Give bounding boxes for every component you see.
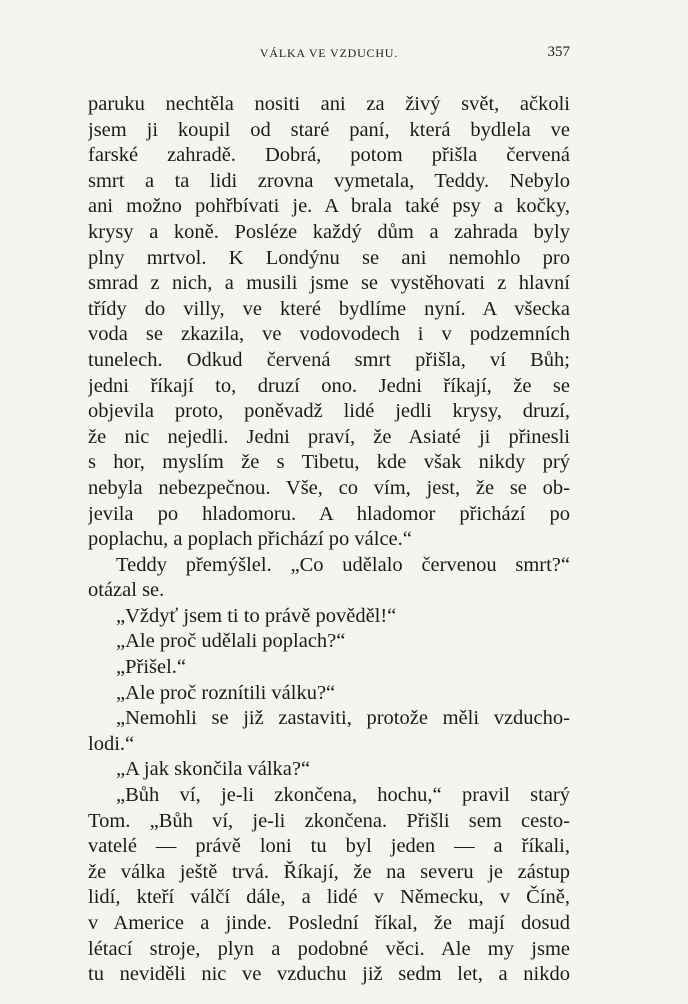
- text-line: „Ale proč udělali poplach?“: [116, 630, 346, 653]
- text-line: nebyla nebezpečnou. Vše, co vím, jest, že se ob-: [88, 476, 570, 499]
- text-line: létací stroje, plyn a podobné věci. Ale my jsme: [88, 937, 570, 960]
- text-line: otázal se.: [88, 579, 165, 602]
- text-line: smrad z nich, a musili jsme se vystěhovati z hlavní: [88, 272, 570, 295]
- text-line: plny mrtvol. K Londýnu se ani nemohlo pro: [88, 246, 570, 269]
- text-line: v Americe a jinde. Poslední říkal, že mají dosud: [88, 912, 570, 934]
- text-line: smrt a ta lidi zrovna vymetala, Teddy. Nebylo: [88, 169, 570, 192]
- text-line: jedni říkají to, druzí ono. Jedni říkají, že se: [88, 374, 570, 397]
- text-line: třídy do villy, ve které bydlíme nyní. A všecka: [88, 297, 570, 320]
- text-line: lidí, kteří válčí dále, a lidé v Německu, v Číně,: [88, 886, 570, 909]
- running-head: [88, 44, 570, 64]
- text-line: že nic nejedli. Jedni praví, že Asiaté ji přinesli: [88, 425, 570, 448]
- text-line: „Bůh ví, je-li zkončena, hochu,“ pravil starý: [116, 784, 570, 807]
- text-line: paruku nechtěla nositi ani za živý svět, ačkoli: [88, 93, 570, 115]
- running-head-title: VÁLKA VE VZDUCHU.: [259, 46, 399, 60]
- text-line: poplachu, a poplach přichází po válce.“: [88, 528, 412, 551]
- text-line: objevila proto, poněvadž lidé jedli krysy, druzí,: [88, 400, 570, 423]
- text-line: jsem ji koupil od staré paní, která bydlela ve: [88, 118, 570, 141]
- page-number: 357: [547, 44, 570, 60]
- text-line: krysy a koně. Posléze každý dům a zahrada byly: [88, 220, 570, 243]
- text-line: „Nemohli se již zastaviti, protože měli vzducho-: [116, 707, 570, 730]
- text-line: jevila po hladomoru. A hladomor přichází po: [88, 502, 570, 525]
- text-line: „Vždyť jsem ti to právě pověděl!“: [116, 604, 397, 627]
- text-line: lodi.“: [88, 732, 135, 755]
- text-line: farské zahradě. Dobrá, potom přišla červená: [88, 144, 570, 167]
- text-line: Tom. „Bůh ví, je-li zkončena. Přišli sem cesto-: [88, 809, 570, 832]
- text-line: vatelé — právě loni tu byl jeden — a říkali,: [88, 835, 570, 858]
- text-line: „Ale proč roznítili válku?“: [116, 681, 336, 704]
- text-line: tunelech. Odkud červená smrt přišla, ví Bůh;: [88, 348, 570, 371]
- text-line: Teddy přemýšlel. „Co udělalo červenou smrt?“: [116, 553, 570, 576]
- text-line: že válka ještě trvá. Říkají, že na severu je zástup: [88, 860, 570, 883]
- text-line: ani možno pohřbívati je. A brala také psy a kočky,: [88, 195, 570, 218]
- text-line: tu neviděli nic ve vzduchu již sedm let, a nikdo: [88, 963, 570, 986]
- text-line: „Přišel.“: [116, 656, 187, 679]
- text-line: voda se zkazila, ve vodovodech i v podzemních: [88, 323, 570, 346]
- text-line: s hor, myslím že s Tibetu, kde však nikdy prý: [88, 451, 570, 474]
- text-line: „A jak skončila válka?“: [116, 758, 311, 781]
- body-text: [88, 92, 570, 988]
